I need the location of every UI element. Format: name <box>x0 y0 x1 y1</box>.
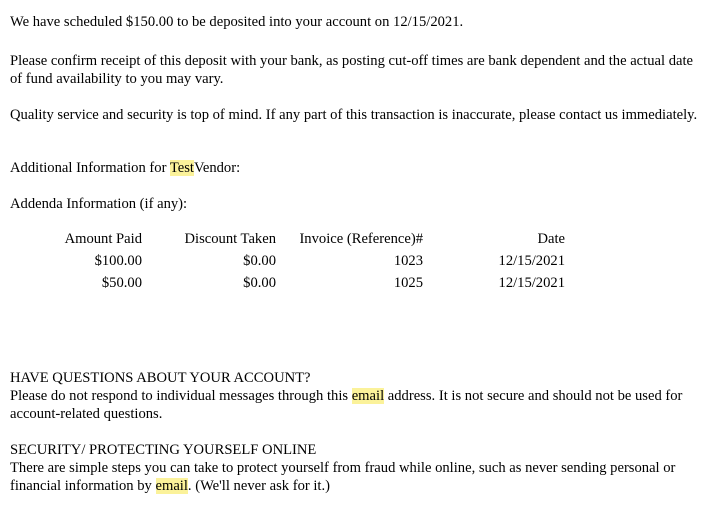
cell-date: 12/15/2021 <box>498 253 565 269</box>
additional-info-prefix: Additional Information for <box>10 160 170 176</box>
quality-service-text: Quality service and security is top of mind. If any part of this transaction is inaccurate, please contact us immediately. <box>10 107 698 123</box>
questions-section <box>10 369 700 423</box>
additional-info-suffix: Vendor: <box>193 160 241 176</box>
questions-heading: HAVE QUESTIONS ABOUT YOUR ACCOUNT? <box>10 370 311 386</box>
security-heading: SECURITY/ PROTECTING YOURSELF ONLINE <box>10 442 317 458</box>
table-row <box>50 252 565 274</box>
questions-text-after: address. It is not secure and should not be used for account-related questions. <box>10 388 683 422</box>
cell-date: 12/15/2021 <box>498 275 565 291</box>
header-amount-paid: Amount Paid <box>64 231 142 247</box>
header-date: Date <box>537 231 565 247</box>
email-highlight: email <box>155 478 188 494</box>
cell-amount-paid: $50.00 <box>101 275 142 291</box>
email-highlight: email <box>351 388 385 404</box>
cell-invoice-reference: 1023 <box>393 253 423 269</box>
deposit-scheduled-text: We have scheduled $150.00 to be deposited into your account on 12/15/2021. <box>10 14 464 30</box>
security-text-before: There are simple steps you can take to protect yourself from fraud while online, such as never sending personal or financial information by <box>10 460 676 494</box>
questions-text-before: Please do not respond to individual messages through this <box>10 388 352 404</box>
cell-amount-paid: $100.00 <box>94 253 142 269</box>
cell-invoice-reference: 1025 <box>393 275 423 291</box>
cell-discount-taken: $0.00 <box>243 253 276 269</box>
header-invoice-reference: Invoice (Reference)# <box>299 231 423 247</box>
security-text-after: . (We'll never ask for it.) <box>187 478 330 494</box>
cell-discount-taken: $0.00 <box>243 275 276 291</box>
addenda-table <box>50 230 565 296</box>
additional-info-label <box>10 159 700 177</box>
vendor-name-highlight: Test <box>169 160 194 176</box>
security-section <box>10 441 700 495</box>
confirm-receipt-text: Please confirm receipt of this deposit with your bank, as posting cut-off times are bank dependent and the actual date of fund availability to you may vary. <box>10 53 693 87</box>
addenda-info-label: Addenda Information (if any): <box>10 196 188 212</box>
header-discount-taken: Discount Taken <box>184 231 276 247</box>
table-row <box>50 274 565 296</box>
addenda-header-row <box>50 230 565 252</box>
